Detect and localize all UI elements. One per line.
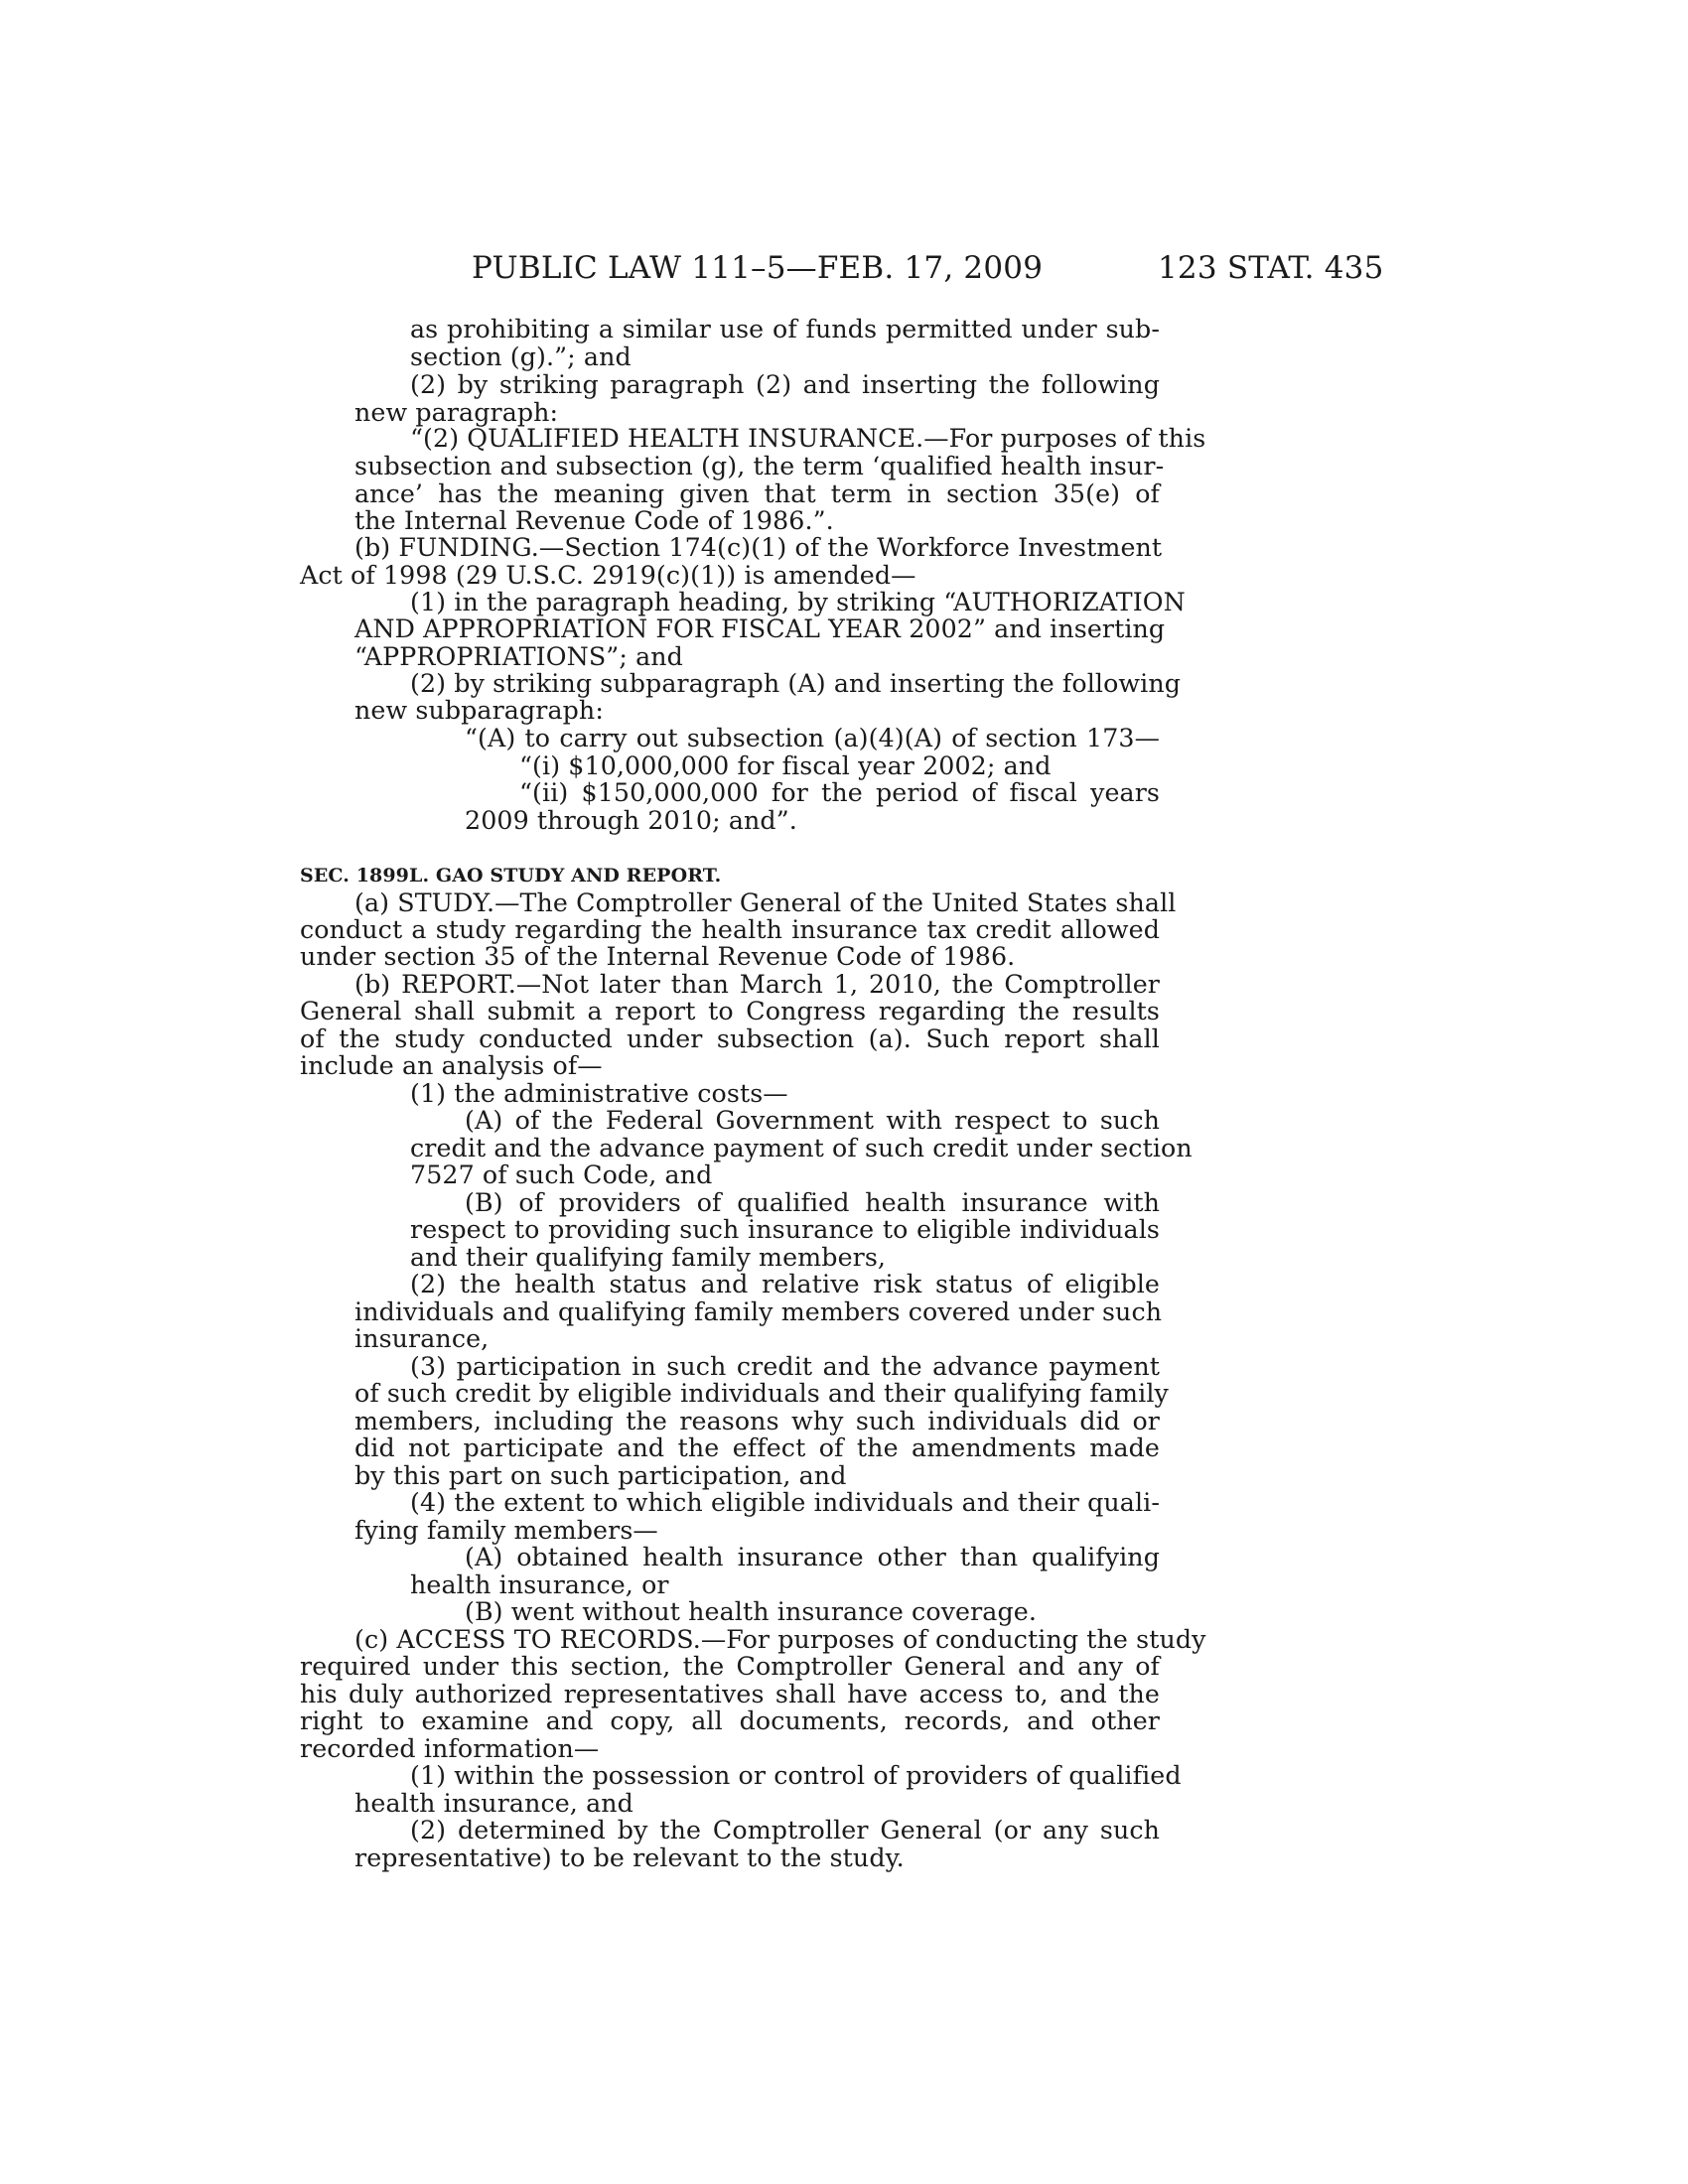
text-line: required under this section, the Comptroller General and any of xyxy=(300,1652,1160,1681)
text-line: under section 35 of the Internal Revenue Code of 1986. xyxy=(300,942,1016,971)
text-line: individuals and qualifying family members covered under such xyxy=(354,1297,1163,1326)
text-line: as prohibiting a similar use of funds permitted under sub- xyxy=(410,315,1160,343)
text-line: his duly authorized representatives shall have access to, and the xyxy=(300,1680,1160,1708)
text-line: ance’ has the meaning given that term in section 35(e) of xyxy=(354,479,1160,508)
text-line: (a) STUDY.—The Comptroller General of the United States shall xyxy=(354,888,1177,917)
text-line: 2009 through 2010; and”. xyxy=(465,806,797,835)
text-line: 7527 of such Code, and xyxy=(410,1160,713,1189)
text-line: “(ii) $150,000,000 for the period of fiscal years xyxy=(519,778,1160,807)
text-line: (1) the administrative costs— xyxy=(410,1079,788,1108)
text-line: (B) went without health insurance coverage. xyxy=(465,1597,1037,1626)
text-line: did not participate and the effect of the amendments made xyxy=(354,1433,1160,1462)
text-line: (B) of providers of qualified health insurance with xyxy=(465,1188,1160,1217)
page-number: 123 STAT. 435 xyxy=(1158,250,1384,286)
text-line: (A) obtained health insurance other than qualifying xyxy=(465,1543,1160,1571)
text-line: health insurance, and xyxy=(354,1789,633,1818)
text-line: credit and the advance payment of such credit under section xyxy=(410,1134,1193,1162)
section-heading: SEC. 1899L. GAO STUDY AND REPORT. xyxy=(300,865,722,887)
text-line: health insurance, or xyxy=(410,1570,669,1599)
text-line: (4) the extent to which eligible individuals and their quali- xyxy=(410,1488,1160,1517)
text-line: insurance, xyxy=(354,1324,490,1353)
text-line: members, including the reasons why such individuals did or xyxy=(354,1407,1160,1435)
text-line: by this part on such participation, and xyxy=(354,1461,847,1490)
text-line: (2) the health status and relative risk status of eligible xyxy=(410,1270,1160,1298)
text-line: (A) of the Federal Government with respect to such xyxy=(465,1106,1160,1135)
text-line: representative) to be relevant to the study. xyxy=(354,1843,905,1872)
text-line: new paragraph: xyxy=(354,398,559,427)
text-line: “(2) QUALIFIED HEALTH INSURANCE.—For purposes of this xyxy=(410,424,1206,453)
text-line: “(A) to carry out subsection (a)(4)(A) of section 173— xyxy=(465,724,1160,752)
text-line: (1) within the possession or control of providers of qualified xyxy=(410,1761,1182,1790)
text-line: section (g).”; and xyxy=(410,342,632,371)
text-line: (2) by striking subparagraph (A) and inserting the following xyxy=(410,669,1182,698)
text-line: right to examine and copy, all documents, records, and other xyxy=(300,1706,1160,1735)
text-line: new subparagraph: xyxy=(354,696,604,725)
text-line: “(i) $10,000,000 for fiscal year 2002; and xyxy=(519,751,1052,780)
text-line: Act of 1998 (29 U.S.C. 2919(c)(1)) is amended— xyxy=(300,561,916,590)
text-line: (c) ACCESS TO RECORDS.—For purposes of conducting the study xyxy=(354,1625,1206,1654)
text-line: of such credit by eligible individuals and their qualifying family xyxy=(354,1379,1169,1408)
text-line: subsection and subsection (g), the term ‘qualified health insur- xyxy=(354,452,1165,480)
text-line: the Internal Revenue Code of 1986.”. xyxy=(354,506,834,535)
text-line: (3) participation in such credit and the advance payment xyxy=(410,1352,1160,1381)
text-line: General shall submit a report to Congress regarding the results xyxy=(300,997,1160,1025)
text-line: of the study conducted under subsection (a). Such report shall xyxy=(300,1024,1160,1053)
text-line: AND APPROPRIATION FOR FISCAL YEAR 2002” and inserting xyxy=(354,614,1166,643)
running-head: PUBLIC LAW 111–5—FEB. 17, 2009 xyxy=(472,250,1044,286)
page-header xyxy=(0,246,1688,290)
text-line: fying family members— xyxy=(354,1516,658,1545)
text-line: (2) by striking paragraph (2) and inserting the following xyxy=(410,370,1160,399)
text-line: (2) determined by the Comptroller General (or any such xyxy=(410,1816,1160,1844)
text-line: and their qualifying family members, xyxy=(410,1243,887,1272)
text-line: (b) REPORT.—Not later than March 1, 2010, the Comptroller xyxy=(354,970,1160,999)
text-line: (b) FUNDING.—Section 174(c)(1) of the Workforce Investment xyxy=(354,533,1163,562)
text-line: recorded information— xyxy=(300,1734,600,1763)
text-line: include an analysis of— xyxy=(300,1051,603,1080)
text-line: respect to providing such insurance to eligible individuals xyxy=(410,1215,1160,1244)
text-line: (1) in the paragraph heading, by striking “AUTHORIZATION xyxy=(410,588,1186,616)
text-line: “APPROPRIATIONS”; and xyxy=(354,642,683,671)
text-line: conduct a study regarding the health insurance tax credit allowed xyxy=(300,915,1160,944)
